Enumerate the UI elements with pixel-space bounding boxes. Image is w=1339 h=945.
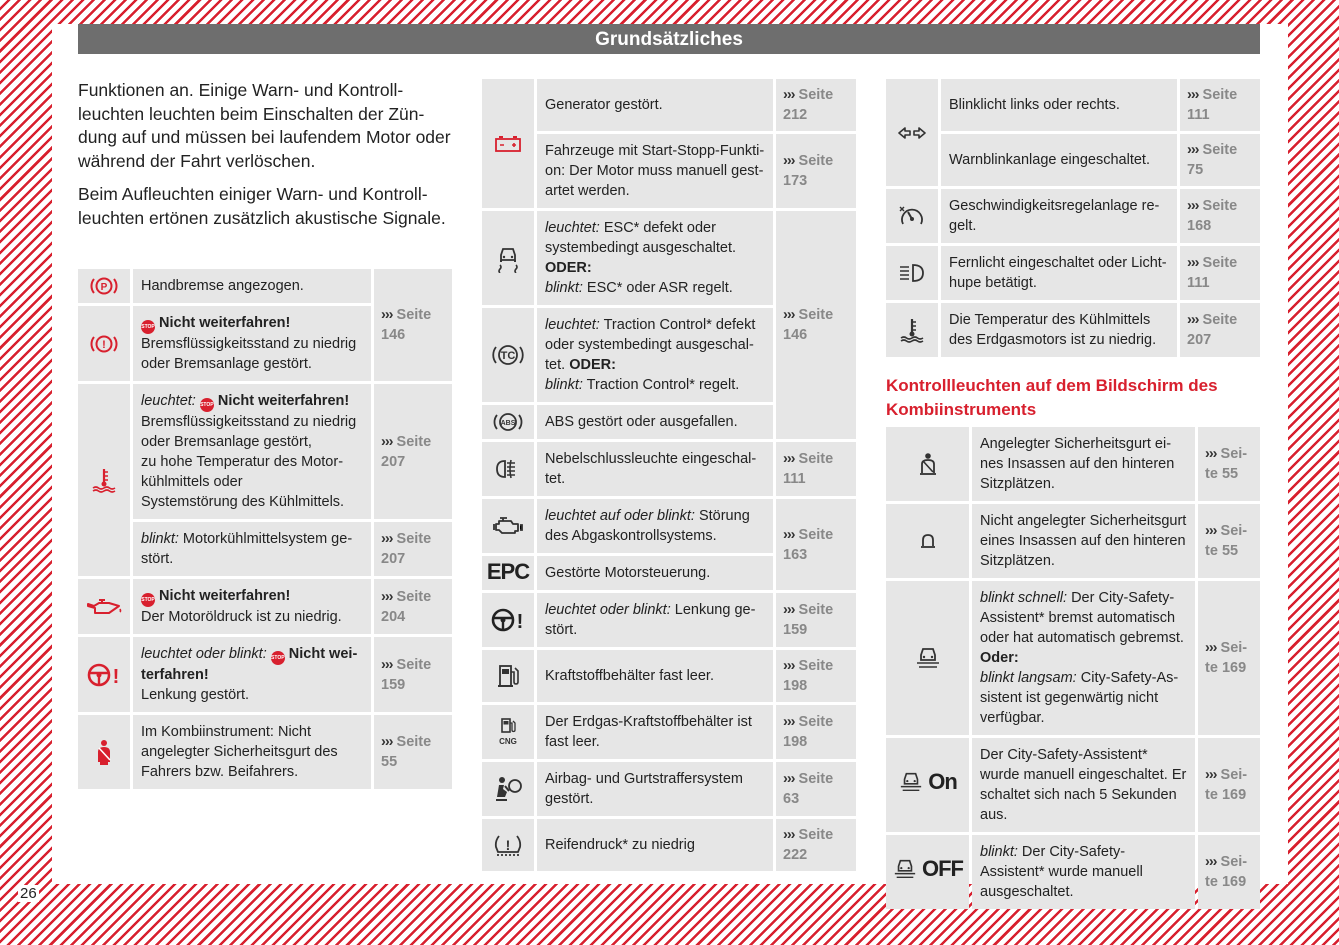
page-ref[interactable]: ››› Seite 159: [776, 593, 856, 647]
page-ref[interactable]: ››› Seite 168: [1180, 189, 1260, 243]
section-title: Kontrollleuchten auf dem Bildschirm des Kombiinstruments: [886, 376, 1218, 419]
airbag-icon: [482, 762, 534, 816]
fuel-desc: Kraftstoffbehälter fast leer.: [537, 650, 773, 702]
emission-desc: leuchtet auf oder blinkt: Störung des Abgaskontrollsystems.: [537, 499, 773, 553]
rear-belt-unfastened-desc: Nicht angelegter Sicherheitsgurt eines Insassen auf den hinteren Sitzplätzen.: [972, 504, 1195, 578]
airbag-desc: Airbag- und Gurtstraffersystem gestört.: [537, 762, 773, 816]
page-ref[interactable]: ››› Seite 55: [1198, 504, 1260, 578]
intro-paragraph-1: Funktionen an. Einige Warn- und Kontrollleuchten leuchten beim Einschalten der Zündung auf und müssen bei laufendem Motor oder während der Fahrt verlöschen.: [78, 80, 451, 171]
page-ref[interactable]: ››› Seite 207: [1180, 303, 1260, 357]
turn-signal-icon: [886, 79, 938, 186]
rear-fog-light-icon: [482, 442, 534, 496]
page-ref[interactable]: ››› Seite 111: [1180, 246, 1260, 300]
start-stop-desc: Fahrzeuge mit Start-Stopp-Funktion: Der Motor muss manuell gestartet werden.: [537, 134, 773, 208]
page-ref[interactable]: ››› Seite 207: [374, 384, 452, 519]
page-header: Grundsätzliches: [78, 24, 1260, 54]
hazard-desc: Warnblinkanlage eingeschaltet.: [941, 134, 1177, 186]
cng-coolant-icon: [886, 303, 938, 357]
oil-pressure-icon: [78, 579, 130, 634]
traction-control-icon: [482, 308, 534, 402]
abs-desc: ABS gestört oder ausgefallen.: [537, 405, 773, 439]
page-ref[interactable]: ››› Seite 212: [776, 79, 856, 131]
steering-icon: [482, 593, 534, 647]
indicator-table-right: [883, 76, 1263, 360]
city-safety-on-icon: On: [886, 738, 969, 832]
page-ref[interactable]: ››› Seite 146: [776, 211, 856, 439]
esc-icon: [482, 211, 534, 305]
page-ref[interactable]: ››› Seite 163: [776, 499, 856, 590]
cruise-control-icon: [886, 189, 938, 243]
page-ref[interactable]: ››› Seite 169: [1198, 835, 1260, 909]
steering-red-icon: [78, 637, 130, 712]
high-beam-icon: [886, 246, 938, 300]
page-ref[interactable]: ››› Seite 169: [1198, 581, 1260, 735]
cng-fuel-icon: [482, 705, 534, 759]
coolant-system-desc: blinkt: Motorkühlmittelsystem gestört.: [133, 522, 371, 576]
rear-fog-desc: Nebelschlussleuchte eingeschaltet.: [537, 442, 773, 496]
traction-control-desc: leuchtet: Traction Control* defekt oder systembedingt ausgeschaltet. ODER: blinkt: Traction Control* regelt.: [537, 308, 773, 402]
city-safety-off-desc: blinkt: Der City-Safety-Assistent* wurde manuell ausgeschaltet.: [972, 835, 1195, 909]
page-ref[interactable]: ››› Seite 198: [776, 650, 856, 702]
esc-desc: leuchtet: ESC* defekt oder systembedingt ausgeschaltet. ODER: blinkt: ESC* oder ASR regelt.: [537, 211, 773, 305]
display-indicator-table: [883, 424, 1263, 912]
epc-desc: Gestörte Motorsteuerung.: [537, 556, 773, 590]
rear-belt-fastened-desc: Angelegter Sicherheitsgurt eines Insassen auf den hinteren Sitzplätzen.: [972, 427, 1195, 501]
stop-icon: STOP: [141, 320, 155, 334]
high-beam-desc: Fernlicht eingeschaltet oder Lichthupe betätigt.: [941, 246, 1177, 300]
city-safety-icon: [886, 581, 969, 735]
svg-text:CNG: CNG: [499, 737, 517, 746]
page-ref[interactable]: ››› Seite 159: [374, 637, 452, 712]
engine-check-icon: [482, 499, 534, 553]
page-ref[interactable]: ››› Seite 55: [1198, 427, 1260, 501]
brake-warning-icon: [78, 306, 130, 381]
cruise-control-desc: Geschwindigkeitsregelanlage regelt.: [941, 189, 1177, 243]
seatbelt-red-icon: [78, 715, 130, 789]
page-ref[interactable]: ››› Seite 63: [776, 762, 856, 816]
page-ref[interactable]: ››› Seite 207: [374, 522, 452, 576]
abs-icon: [482, 405, 534, 439]
brake-fluid-desc: STOP Nicht weiterfahren! Bremsflüssigkeitsstand zu niedrig oder Bremsanlage gestört.: [133, 306, 371, 381]
page-ref[interactable]: ››› Seite 75: [1180, 134, 1260, 186]
steering-desc: leuchtet oder blinkt: Lenkung gestört.: [537, 593, 773, 647]
stop-icon: STOP: [141, 593, 155, 607]
page-ref[interactable]: ››› Seite 111: [776, 442, 856, 496]
manual-page: [52, 24, 1288, 900]
tire-pressure-icon: [482, 819, 534, 871]
warning-table-middle: [479, 76, 859, 874]
fuel-pump-icon: [482, 650, 534, 702]
cng-coolant-desc: Die Temperatur des Kühlmittels des Erdgasmotors ist zu niedrig.: [941, 303, 1177, 357]
svg-text:!: !: [516, 611, 524, 633]
intro-text: [78, 79, 453, 240]
stop-icon: STOP: [200, 398, 214, 412]
coolant-temperature-icon: [78, 384, 130, 576]
page-ref[interactable]: ››› Seite 173: [776, 134, 856, 208]
city-safety-on-desc: Der City-Safety-Assistent* wurde manuell eingeschaltet. Er schaltet sich nach 5 Sekunden aus.: [972, 738, 1195, 832]
svg-text:ABS: ABS: [500, 420, 516, 427]
page-ref[interactable]: ››› Seite 169: [1198, 738, 1260, 832]
svg-text:P: P: [100, 282, 108, 293]
page-ref[interactable]: ››› Seite 222: [776, 819, 856, 871]
city-safety-desc: blinkt schnell: Der City-Safety-Assistent* bremst automatisch oder hat automatisch gebremst. Oder: blinkt langsam: City-Safety-Assistent ist gegenwärtig nicht verfügbar.: [972, 581, 1195, 735]
page-ref[interactable]: ››› Seite 146: [374, 269, 452, 381]
page-ref[interactable]: ››› Seite 111: [1180, 79, 1260, 131]
parking-brake-icon: [78, 269, 130, 303]
page-ref[interactable]: ››› Seite 204: [374, 579, 452, 634]
battery-icon: [482, 79, 534, 208]
rear-seatbelt-unfastened-icon: [886, 504, 969, 578]
turn-signal-desc: Blinklicht links oder rechts.: [941, 79, 1177, 131]
generator-desc: Generator gestört.: [537, 79, 773, 131]
warning-table-left: [75, 266, 455, 792]
epc-icon: EPC: [482, 556, 534, 590]
intro-paragraph-2: Beim Aufleuchten einiger Warn- und Kontrollleuchten ertönen zusätzlich akustische Signale.: [78, 184, 446, 228]
stop-icon: STOP: [271, 651, 285, 665]
rear-seatbelt-fastened-icon: [886, 427, 969, 501]
city-safety-off-icon: OFF: [886, 835, 969, 909]
steering-red-desc: leuchtet oder blinkt: STOP Nicht weiterfahren! Lenkung gestört.: [133, 637, 371, 712]
svg-text:!: !: [505, 837, 511, 853]
seatbelt-driver-desc: Im Kombiinstrument: Nicht angelegter Sicherheitsgurt des Fahrers bzw. Beifahrers.: [133, 715, 371, 789]
page-ref[interactable]: ››› Seite 55: [374, 715, 452, 789]
coolant-desc: leuchtet: STOP Nicht weiterfahren! Bremsflüssigkeitsstand zu niedrig oder Bremsanlage gestört, zu hohe Temperatur des Motorkühlmittels oder Systemstörung des Kühlmittels.: [133, 384, 371, 519]
page-number: 26: [20, 885, 37, 902]
page-ref[interactable]: ››› Seite 198: [776, 705, 856, 759]
svg-text:TC: TC: [500, 350, 516, 362]
svg-text:!: !: [102, 338, 106, 351]
oil-pressure-desc: STOP Nicht weiterfahren! Der Motoröldruck ist zu niedrig.: [133, 579, 371, 634]
svg-text:!: !: [112, 665, 120, 688]
handbrake-desc: Handbremse angezogen.: [133, 269, 371, 303]
tire-pressure-desc: Reifendruck* zu niedrig: [537, 819, 773, 871]
cng-desc: Der Erdgas-Kraftstoffbehälter ist fast leer.: [537, 705, 773, 759]
